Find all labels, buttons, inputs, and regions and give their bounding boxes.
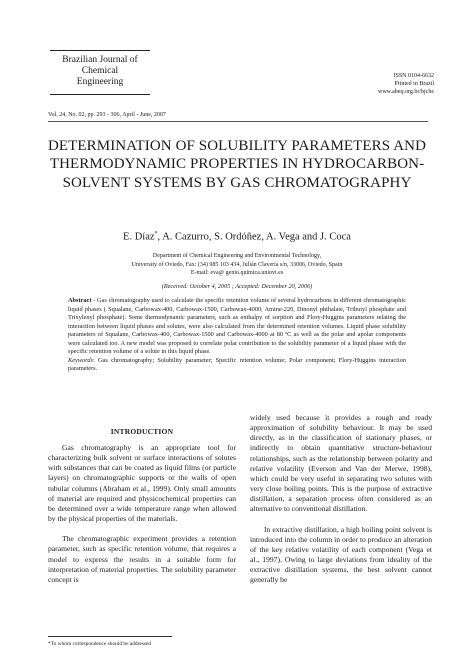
keywords (68, 357, 406, 374)
article-title: DETERMINATION OF SOLUBILITY PARAMETERS AND THERMODYNAMIC PROPERTIES IN HYDROCARBON-SOLVENT SYSTEMS BY GAS CHROMATOGRAPHY (47, 138, 427, 191)
issn: ISSN 0104-6632 (393, 73, 434, 79)
affiliation-line-1: Department of Chemical Engineering and Environmental Technology, (152, 253, 322, 259)
header-divider (48, 121, 428, 122)
left-column (48, 443, 236, 585)
right-column (250, 413, 432, 586)
authors-rest: , A. Cazurro, S. Ordóñez, A. Vega and J. Coca (157, 231, 351, 243)
corresponding-mark: * (154, 231, 158, 237)
keywords-label: Keywords (68, 356, 93, 364)
keywords-text: : Gas chromatography; Solubility parameter; Specific retention volume; Polar component; Flory-Huggins interaction parameters. (68, 356, 406, 373)
paragraph: Gas chromatography is an appropriate tool for characterizing bulk solvent or surface interactions of solutes with substances that can be coated as liquid films (or particle layers) on chromatographic supports or the walls of open tubular columns (Abraham et al., 1999). Only small amounts of material are required and physicochemical properties can be determined over a wide temperature range when allowed by the physical properties of the materials. (48, 443, 236, 524)
abstract (68, 297, 406, 374)
affiliation (60, 252, 414, 278)
author-first: E. Díaz (123, 231, 155, 243)
abstract-text: - Gas chromatography used to calculate the specific retention volume of several hydrocarbons in different chromatographic liquid phases ( Squalane, Carbowax-400, Carbowax-1500, Carbowax-4000, Amine-220, Dinonyl phthalate, Tributyl phosphate and Trixylenyl phosphate). Some thermodynamic parameters, such as enthalpy of sorption and Flory-Huggins parameters relating the interaction between liquid phases and solutes, were also calculated from the determined retention volumes. Liquid phase solubility parameters of Squalane, Carbowax-400, Carbowax-1500 and Carbowax-4000 at 80 ºC as well as the polar and apolar components were calculated too. A new model was proposed to correlate polar contribution to the solubility parameter of a liquid phase with the specific retention volume of a solute in this liquid phase. (68, 297, 406, 356)
affiliation-line-2: University of Oviedo, Fax: (34) 985 103 434, Julián Clavería s/n, 33006, Oviedo, Spain (131, 261, 343, 268)
printed-in: Printed in Brazil (394, 81, 434, 88)
received-accepted-dates: (Received: October 4, 2005 ; Accepted: December 20, 2006) (161, 283, 313, 290)
footnote-rule (48, 636, 172, 637)
journal-bottom-rule (50, 94, 150, 95)
volume-line: Vol. 24, No. 02, pp. 293 - 306, April - June, 2007 (48, 112, 166, 118)
journal-top-rule (50, 50, 150, 51)
paragraph: widely used because it provides a rough and ready approximation of solubility behaviour. It may be used directly, as in the classification of stationary phases, or indirectly to obtain quantitative structure-behaviour relationships, such as the relationship between polarity and relative volatility (Everson and Van der Merwe, 1998), which could be very useful in separating two solutes with very close boiling points. This is the purpose of extractive distillation, a separation process often considered as an alternative to conventional distillation. (250, 413, 432, 514)
author-email[interactable]: E-mail: eva@ genio.quimica.uniovi.es (190, 270, 284, 276)
section-heading-introduction: INTRODUCTION (110, 427, 174, 436)
journal-website[interactable]: www.abeq.org.br/bjche (378, 89, 434, 96)
paragraph: In extractive distillation, a high boiling point solvent is introduced into the column in order to produce an alteration of the key relative volatility of each component (Vega et al., 1997). Owing to large deviations from ideality of the extractive distillation systems, the best solvent cannot generally be (250, 524, 432, 585)
authors (40, 231, 434, 243)
issn-block (378, 72, 434, 97)
paragraph: The chromatographic experiment provides a retention parameter, such as specific retention volume, that requires a model to express the results in a suitable form for interpretation of material properties. The solubility parameter concept is (48, 534, 236, 584)
abstract-label: Abstract (68, 297, 92, 304)
footnote: *To whom correspondence should be addressed (48, 641, 152, 647)
journal-name: Brazilian Journal of Chemical Engineering (62, 55, 138, 87)
